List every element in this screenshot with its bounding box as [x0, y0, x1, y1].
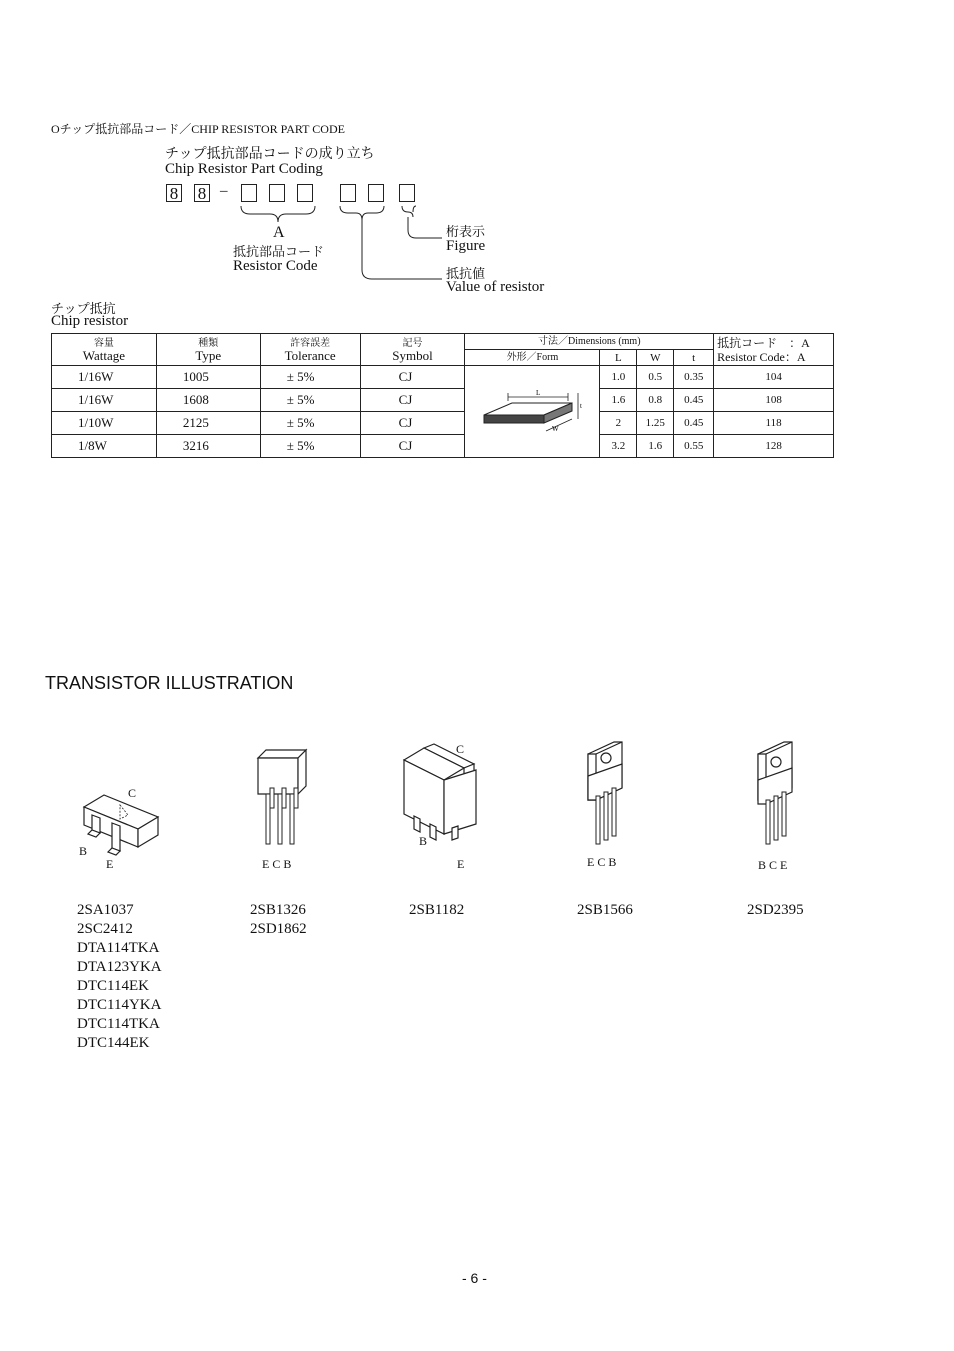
table-row [52, 412, 834, 435]
list-item: DTA123YKA [77, 959, 162, 975]
svg-text:L: L [536, 388, 541, 397]
cell-t: 0.35 [674, 366, 714, 389]
cell-wattage: 1/16W [52, 366, 157, 389]
transistor-title: TRANSISTOR ILLUSTRATION [45, 673, 294, 693]
coding-title-en: Chip Resistor Part Coding [165, 161, 323, 177]
cell-symbol: CJ [360, 389, 465, 412]
cell-t: 0.55 [674, 435, 714, 458]
cell-l: 1.0 [600, 366, 637, 389]
pin-c-label: C [128, 786, 137, 800]
svg-text:W: W [552, 424, 559, 433]
cell-t: 0.45 [674, 389, 714, 412]
header-type: 種類 Type [156, 334, 260, 366]
coding-title-jp: チップ抵抗部品コードの成り立ち [165, 147, 375, 162]
cell-w: 0.8 [637, 389, 674, 412]
part-list-t4 [577, 901, 633, 920]
header-w: W [637, 350, 674, 366]
pin-b-label: B [419, 834, 428, 848]
cell-l: 1.6 [600, 389, 637, 412]
pin-e-label: E [457, 857, 465, 871]
cell-wattage: 1/10W [52, 412, 157, 435]
part-list-t3 [409, 901, 464, 920]
chip-form-illustration [465, 366, 600, 458]
figure-en: Figure [446, 238, 486, 254]
cell-symbol: CJ [360, 412, 465, 435]
list-item: 2SB1326 [250, 902, 306, 918]
chip-label-jp: チップ抵抗 [51, 301, 116, 316]
list-item: 2SB1566 [577, 902, 633, 918]
code-a-label: A [273, 224, 285, 241]
transistor-to220-icon [754, 740, 798, 848]
cell-l: 2 [600, 412, 637, 435]
cell-code: 108 [714, 389, 834, 412]
transistor-sot-icon [76, 785, 166, 865]
part-list-t2 [250, 901, 307, 939]
cell-symbol: CJ [360, 435, 465, 458]
header-symbol: 記号 Symbol [360, 334, 465, 366]
list-item: 2SD1862 [250, 921, 307, 937]
list-item: DTC114YKA [77, 997, 162, 1013]
list-item: 2SD2395 [747, 902, 804, 918]
part-list-t5 [747, 901, 804, 920]
value-jp: 抵抗値 [446, 266, 486, 281]
pin-labels: E C B [587, 855, 617, 869]
section-title: Oチップ抵抗部品コード／CHIP RESISTOR PART CODE [51, 122, 345, 136]
part-list-t1 [77, 901, 162, 1053]
cell-w: 0.5 [637, 366, 674, 389]
list-item: DTA114TKA [77, 940, 160, 956]
cell-code: 128 [714, 435, 834, 458]
cell-tolerance: ± 5% [260, 435, 360, 458]
cell-code: 104 [714, 366, 834, 389]
pin-b-label: B [79, 844, 88, 858]
list-item: DTC114TKA [77, 1016, 160, 1032]
table-row [52, 389, 834, 412]
cell-t: 0.45 [674, 412, 714, 435]
cell-w: 1.6 [637, 435, 674, 458]
header-resistor-code: 抵抗コード ：A Resistor Code：A [714, 334, 834, 366]
pin-labels: B C E [758, 858, 788, 872]
cell-tolerance: ± 5% [260, 412, 360, 435]
list-item: 2SC2412 [77, 921, 133, 937]
resistor-code-jp: 抵抗部品コード [233, 244, 325, 259]
header-tolerance: 許容誤差 Tolerance [260, 334, 360, 366]
list-item: DTC114EK [77, 978, 149, 994]
header-dimensions: 寸法／Dimensions (mm) [465, 334, 714, 350]
chip-label-en: Chip resistor [51, 313, 129, 329]
cell-wattage: 1/8W [52, 435, 157, 458]
value-en: Value of resistor [446, 279, 545, 295]
cell-l: 3.2 [600, 435, 637, 458]
code-digit-1: 8 [166, 184, 182, 202]
table-row [52, 366, 834, 389]
figure-jp: 桁表示 [446, 224, 486, 239]
resistor-code-en: Resistor Code [233, 258, 318, 274]
cell-type: 2125 [156, 412, 260, 435]
chip-resistor-table [51, 333, 834, 458]
cell-type: 1005 [156, 366, 260, 389]
table-row [52, 435, 834, 458]
cell-tolerance: ± 5% [260, 389, 360, 412]
pin-c-label: C [456, 742, 465, 756]
pin-e-label: E [106, 857, 114, 871]
cell-wattage: 1/16W [52, 389, 157, 412]
cell-type: 1608 [156, 389, 260, 412]
chip-form-icon [472, 375, 592, 445]
cell-code: 118 [714, 412, 834, 435]
code-digit-2: 8 [194, 184, 210, 202]
code-dash: – [220, 183, 228, 199]
transistor-to220-icon [584, 740, 628, 848]
cell-tolerance: ± 5% [260, 366, 360, 389]
transistor-dpak-icon [400, 742, 484, 842]
list-item: 2SB1182 [409, 902, 465, 918]
transistor-to92-icon [254, 748, 310, 848]
cell-w: 1.25 [637, 412, 674, 435]
page-number: - 6 - [462, 1270, 487, 1286]
header-l: L [600, 350, 637, 366]
header-form: 外形／Form [465, 350, 600, 366]
list-item: 2SA1037 [77, 902, 134, 918]
pin-labels: E C B [262, 857, 292, 871]
list-item: DTC144EK [77, 1035, 150, 1051]
cell-type: 3216 [156, 435, 260, 458]
cell-symbol: CJ [360, 366, 465, 389]
header-wattage: 容量 Wattage [52, 334, 157, 366]
header-t: t [674, 350, 714, 366]
svg-text:t: t [580, 401, 583, 410]
